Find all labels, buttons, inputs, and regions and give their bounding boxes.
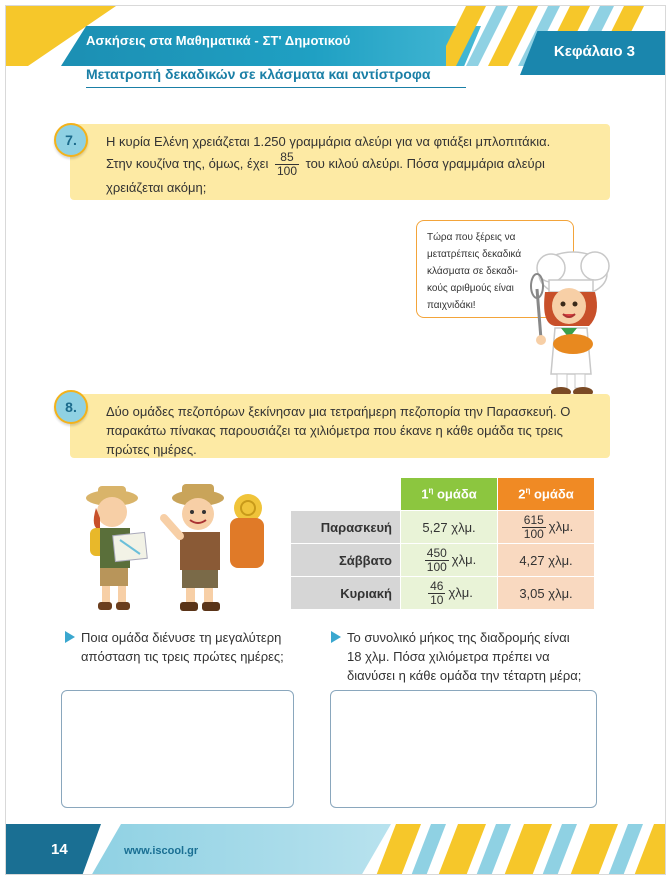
group-1-cell: $\frac{46}{10}$ χλμ. xyxy=(401,577,498,610)
table-row xyxy=(291,511,595,544)
exercise-8-number: 8. xyxy=(54,390,88,424)
exercise-7-box xyxy=(70,124,610,200)
question-b xyxy=(347,628,617,685)
hikers-illustration xyxy=(70,478,275,618)
fraction: $\frac{615}{100}$ xyxy=(523,512,544,541)
page xyxy=(5,5,666,875)
exercise-7-number: 7. xyxy=(54,123,88,157)
fraction: $\frac{46}{10}$ xyxy=(430,578,444,607)
hiking-distances-table xyxy=(290,477,595,610)
exercise-8-line-3: πρώτες ημέρες. xyxy=(106,442,197,457)
footer-stripes xyxy=(366,824,666,875)
exercise-8-line-1: Δύο ομάδες πεζοπόρων ξεκίνησαν μια τετραήμερη πεζοπορία την Παρασκευή. Ο xyxy=(106,404,571,419)
table-header-row xyxy=(291,478,595,511)
exercise-8-box xyxy=(70,394,610,458)
question-a-line-2: απόσταση τις τρεις πρώτες ημέρες; xyxy=(81,649,284,664)
bubble-line-5: παιχνιδάκι! xyxy=(427,300,476,311)
bubble-line-3: κλάσματα σε δεκαδι- xyxy=(427,266,518,277)
group-1-cell: $\frac{450}{100}$ χλμ. xyxy=(401,544,498,577)
page-number: 14 xyxy=(51,841,68,858)
question-b-line-1: Το συνολικό μήκος της διαδρομής είναι xyxy=(347,630,570,645)
table-row xyxy=(291,544,595,577)
group-2-cell: $\frac{615}{100}$ χλμ. xyxy=(498,511,595,544)
group-2-header: $2^\eta$ ομάδα xyxy=(498,478,595,511)
group-1-cell: 5,27 χλμ. xyxy=(401,511,498,544)
arrow-right-icon xyxy=(331,631,341,643)
group-2-cell: 4,27 χλμ. xyxy=(498,544,595,577)
page-subtitle: Μετατροπή δεκαδικών σε κλάσματα και αντίστροφα xyxy=(86,66,431,82)
answer-box-b[interactable] xyxy=(330,690,597,808)
fraction-85-100 xyxy=(275,151,299,178)
exercise-7-line-2-before: Στην κουζίνα της, όμως, έχει xyxy=(106,155,269,171)
group-2-cell: 3,05 χλμ. xyxy=(498,577,595,610)
fraction-denominator: 100 xyxy=(276,164,297,178)
question-a-line-1: Ποια ομάδα διένυσε τη μεγαλύτερη xyxy=(81,630,282,645)
fraction-numerator: 85 xyxy=(275,151,299,165)
exercise-7-line-3: χρειάζεται ακόμη; xyxy=(106,180,207,195)
bubble-line-4: κούς αριθμούς είναι xyxy=(427,283,514,294)
footer-url: www.iscool.gr xyxy=(124,845,199,857)
answer-box-a[interactable] xyxy=(61,690,294,808)
exercise-7-line-2-after: του κιλού αλεύρι. Πόσα γραμμάρια αλεύρι xyxy=(305,155,545,171)
question-a xyxy=(81,628,311,666)
subtitle-underline xyxy=(86,87,466,88)
bubble-line-1: Τώρα που ξέρεις να xyxy=(427,232,516,243)
exercise-7-line-2 xyxy=(106,151,596,178)
table-corner xyxy=(291,478,401,511)
exercise-8-line-2: παρακάτω πίνακας παρουσιάζει τα χιλιόμετρα που έκανε η κάθε ομάδα τις τρεις xyxy=(106,423,563,438)
group-1-header: $1^\eta$ ομάδα xyxy=(401,478,498,511)
chef-girl-illustration xyxy=(511,244,621,399)
fraction: $\frac{450}{100}$ xyxy=(426,545,447,574)
bubble-line-2: μετατρέπεις δεκαδικά xyxy=(427,249,522,260)
chapter-label: Κεφάλαιο 3 xyxy=(553,43,635,60)
arrow-right-icon xyxy=(65,631,75,643)
book-title: Ασκήσεις στα Μαθηματικά - ΣΤ' Δημοτικού xyxy=(86,33,351,48)
day-cell: Παρασκευή xyxy=(291,511,401,544)
question-b-line-2: 18 χλμ. Πόσα χιλιόμετρα πρέπει να xyxy=(347,649,550,664)
exercise-7-line-1: Η κυρία Ελένη χρειάζεται 1.250 γραμμάρια αλεύρι για να φτιάξει μπλοπιτάκια. xyxy=(106,134,551,149)
question-b-line-3: διανύσει η κάθε ομάδα την τέταρτη μέρα; xyxy=(347,668,582,683)
day-cell: Κυριακή xyxy=(291,577,401,610)
table-row xyxy=(291,577,595,610)
day-cell: Σάββατο xyxy=(291,544,401,577)
